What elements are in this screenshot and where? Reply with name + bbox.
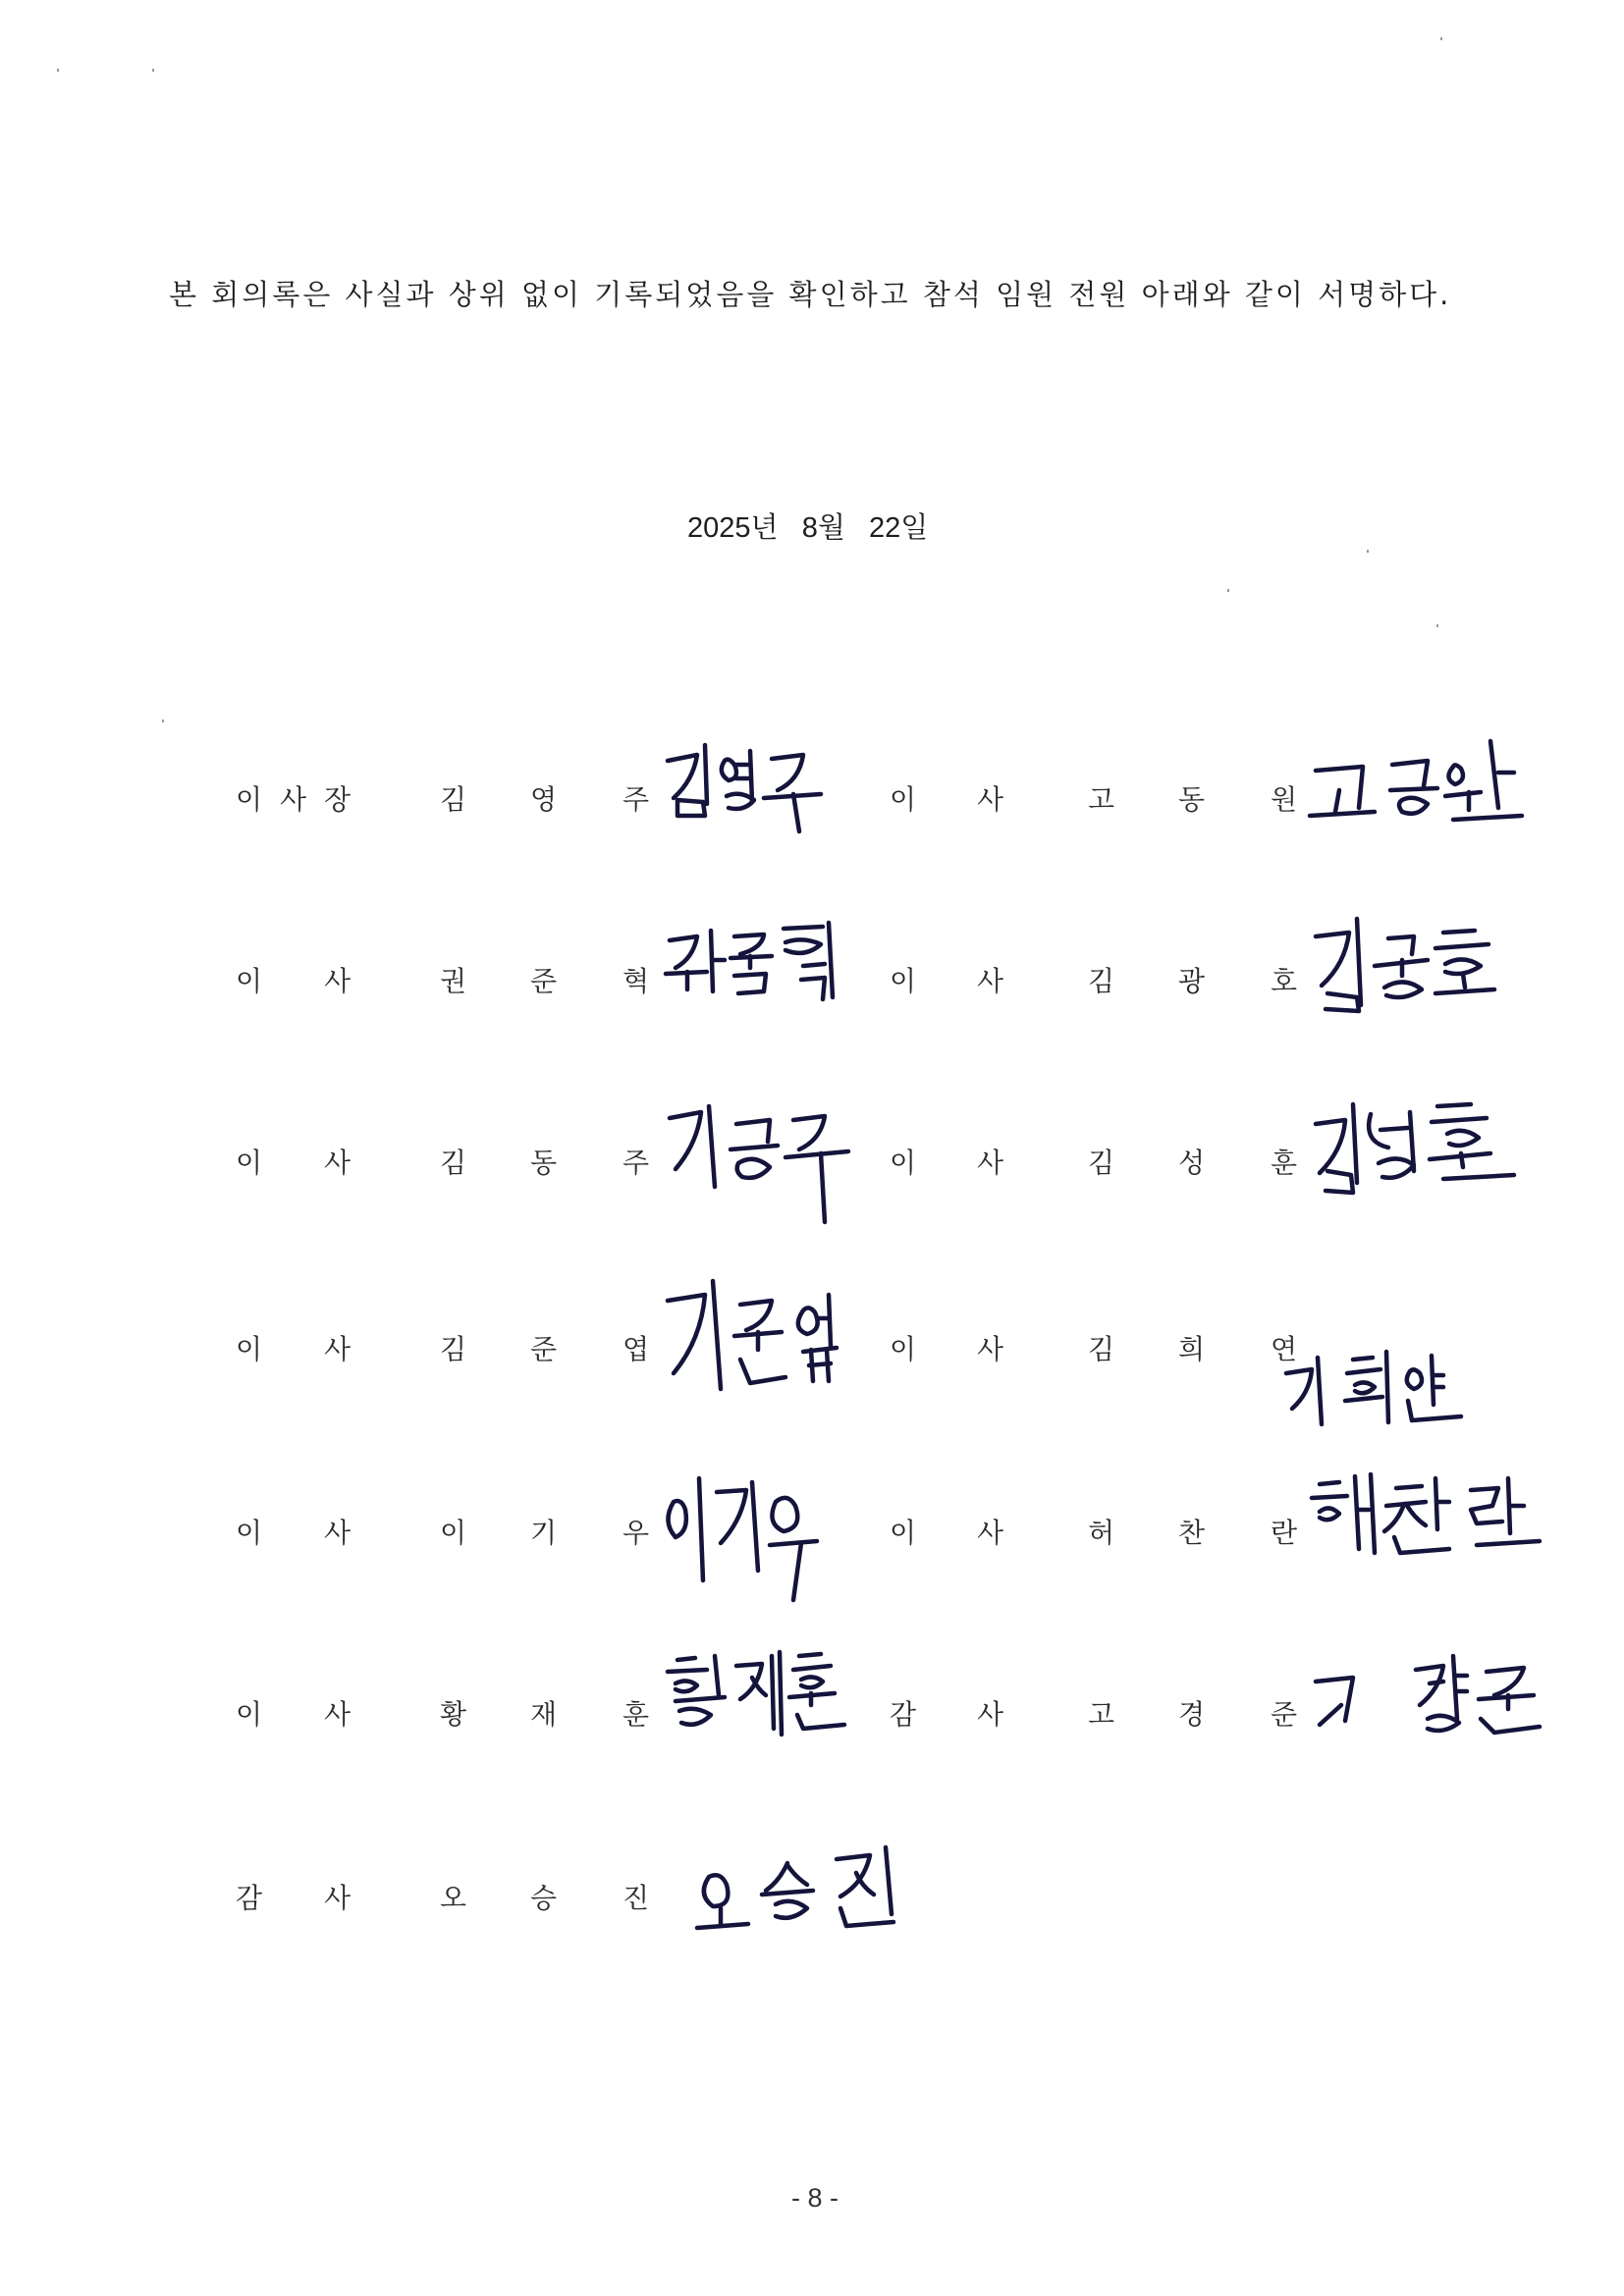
- signature-stroke: [677, 1658, 695, 1660]
- signature-stroke: [1345, 1397, 1382, 1401]
- signature-stroke: [668, 1670, 707, 1672]
- signatory-name-char: 훈: [623, 1698, 650, 1731]
- signature-stroke: [1487, 1668, 1524, 1695]
- signature-stroke: [1407, 1369, 1422, 1389]
- signature-stroke: [1380, 1128, 1408, 1130]
- signature-stroke: [1357, 919, 1361, 1005]
- signature-stroke: [886, 1847, 892, 1914]
- signatory-role-char: 사: [977, 1333, 1004, 1365]
- handwritten-signature: [1276, 1328, 1512, 1475]
- signatory-role-char: 이: [890, 1517, 917, 1549]
- signatory-name-char: 엽: [623, 1333, 650, 1365]
- signatory-name-char: 원: [1271, 783, 1298, 816]
- signatory-role-char: 이: [236, 783, 263, 816]
- signatory-name-char: 훈: [1271, 1147, 1298, 1179]
- signatory-entry: [0, 1328, 1624, 1446]
- signature-stroke: [1447, 1131, 1479, 1146]
- signature-stroke: [697, 1924, 748, 1928]
- scan-speck: [162, 720, 164, 722]
- signatory-name-char: 경: [1178, 1698, 1206, 1731]
- signature-stroke: [1399, 798, 1428, 814]
- signature-stroke: [1443, 1175, 1514, 1179]
- signatory-name-char: 허: [1088, 1517, 1115, 1549]
- signatory-role-char: 이: [890, 1147, 917, 1179]
- signatory-name-char: 우: [623, 1517, 650, 1549]
- handwritten-signature: [1306, 903, 1542, 1050]
- signatory-name-char: 준: [1271, 1698, 1298, 1731]
- signatory-role-char: 사: [280, 783, 307, 816]
- signature-stroke: [722, 760, 736, 780]
- signature-stroke: [1347, 1369, 1380, 1373]
- signature-stroke: [784, 927, 823, 929]
- signatory-entry: [0, 960, 1624, 1078]
- signature-stroke: [1445, 792, 1481, 796]
- signatory-name-char: 동: [530, 1147, 558, 1179]
- signature-stroke: [1396, 1486, 1422, 1488]
- signatory-role-char: 이: [236, 1517, 263, 1549]
- signature-stroke: [1320, 1482, 1339, 1484]
- handwritten-signature: [1306, 1085, 1542, 1232]
- signature-stroke: [785, 939, 821, 952]
- signature-stroke: [734, 934, 764, 954]
- signature-stroke: [1435, 989, 1494, 993]
- signatory-role-char: 이: [890, 965, 917, 997]
- signatory-name-char: 준: [530, 1333, 558, 1365]
- signature-stroke: [1320, 1508, 1339, 1520]
- signatory-role-char: 사: [324, 965, 352, 997]
- signatory-name-char: 황: [440, 1698, 467, 1731]
- signatory-role-char: 이: [236, 1333, 263, 1365]
- signature-stroke: [676, 1681, 697, 1691]
- signatory-name-char: 김: [1088, 965, 1115, 997]
- signatory-role-char: 사: [324, 1333, 352, 1365]
- signature-stroke: [1310, 812, 1375, 816]
- signature-stroke: [762, 1891, 813, 1895]
- signature-stroke: [1461, 1153, 1463, 1167]
- signature-stroke: [1432, 1356, 1434, 1405]
- signatory-name-char: 진: [623, 1882, 650, 1914]
- signature-stroke: [766, 1863, 787, 1891]
- signatory-name-char: 찬: [1178, 1517, 1206, 1549]
- signatory-name-char: 희: [1178, 1333, 1206, 1365]
- signatory-role-char: 이: [236, 965, 263, 997]
- signatory-name-char: 오: [440, 1882, 467, 1914]
- signatory-entry: [0, 1877, 1624, 1995]
- signature-stroke: [1353, 1104, 1357, 1183]
- signatory-role-char: 사: [977, 1147, 1004, 1179]
- signature-stroke: [1490, 741, 1498, 808]
- signatory-name-char: 김: [440, 1147, 467, 1179]
- signature-stroke: [801, 1677, 823, 1687]
- signatory-role-char: 사: [324, 1147, 352, 1179]
- signature-stroke: [1453, 1656, 1457, 1719]
- signature-stroke: [787, 1865, 807, 1885]
- signature-stroke: [1320, 1705, 1341, 1725]
- signatory-name-char: 기: [530, 1517, 558, 1549]
- handwritten-signature: [693, 1834, 929, 1981]
- signature-stroke: [1326, 1171, 1353, 1193]
- signature-stroke: [1477, 1541, 1540, 1545]
- signature-stroke: [776, 1901, 807, 1918]
- signature-stroke: [1286, 1369, 1312, 1409]
- signature-stroke: [1435, 944, 1489, 948]
- signature-stroke: [715, 1656, 719, 1695]
- signature-stroke: [1437, 1104, 1471, 1106]
- signatory-name-char: 승: [530, 1882, 558, 1914]
- signature-stroke: [1443, 931, 1475, 933]
- signature-stroke: [1355, 1382, 1375, 1393]
- handwritten-signature: [1306, 1455, 1542, 1602]
- signature-stroke: [1386, 1352, 1388, 1422]
- signatory-entry: [0, 1512, 1624, 1629]
- signatory-name-char: 김: [440, 783, 467, 816]
- signatory-entry: [0, 1693, 1624, 1811]
- signatory-role-char: 사: [324, 1698, 352, 1731]
- signature-stroke: [1335, 790, 1339, 812]
- scan-speck: [1227, 589, 1229, 592]
- signature-stroke: [1355, 1476, 1359, 1549]
- signatory-name-char: 김: [440, 1333, 467, 1365]
- signatory-name-char: 준: [530, 965, 558, 997]
- scan-speck: [1367, 550, 1369, 553]
- signatory-name-char: 란: [1271, 1517, 1298, 1549]
- signature-stroke: [1392, 761, 1428, 786]
- signature-stroke: [1453, 816, 1522, 820]
- signatory-name-char: 주: [623, 1147, 650, 1179]
- signatory-role-char: 이: [236, 1698, 263, 1731]
- signatory-role-char: 감: [890, 1698, 917, 1731]
- signature-stroke: [840, 1908, 893, 1926]
- signatory-role-char: 사: [977, 965, 1004, 997]
- signature-stroke: [1394, 1537, 1449, 1553]
- signatory-role-char: 장: [324, 783, 352, 816]
- signatory-name-char: 연: [1271, 1333, 1298, 1365]
- signatory-role-char: 이: [890, 1333, 917, 1365]
- handwritten-signature: [1306, 1636, 1542, 1784]
- signatory-name-char: 고: [1088, 783, 1115, 816]
- signature-stroke: [1430, 1682, 1443, 1683]
- signature-stroke: [1316, 1120, 1345, 1173]
- signatory-name-char: 고: [1088, 1698, 1115, 1731]
- signature-stroke: [1379, 1158, 1414, 1177]
- signature-stroke: [1448, 765, 1463, 784]
- signature-stroke: [704, 1875, 729, 1906]
- signature-stroke: [1432, 1118, 1487, 1122]
- signatory-name-char: 권: [440, 965, 467, 997]
- scan-speck: [57, 69, 59, 72]
- signature-stroke: [793, 1666, 831, 1670]
- signature-stroke: [1390, 788, 1437, 790]
- signatory-role-char: 사: [324, 1882, 352, 1914]
- signatory-name-char: 재: [530, 1698, 558, 1731]
- signatory-entry: [0, 1142, 1624, 1259]
- signature-stroke: [1318, 1358, 1322, 1424]
- handwritten-signature: [1306, 721, 1542, 869]
- signatory-name-char: 김: [1088, 1147, 1115, 1179]
- signatory-name-char: 김: [1088, 1333, 1115, 1365]
- signatory-name-char: 광: [1178, 965, 1206, 997]
- signatory-role-char: 이: [236, 1147, 263, 1179]
- page-number: - 8 -: [790, 2183, 839, 2213]
- signature-stroke: [1312, 1496, 1347, 1498]
- signature-stroke: [1371, 1474, 1375, 1553]
- signature-stroke: [1388, 936, 1414, 954]
- signatory-name-char: 성: [1178, 1147, 1206, 1179]
- signature-stroke: [1481, 1719, 1540, 1733]
- signatory-role-char: 사: [977, 783, 1004, 816]
- signatory-role-char: 이: [890, 783, 917, 816]
- signatory-role-char: 사: [324, 1517, 352, 1549]
- signature-stroke: [1384, 982, 1422, 997]
- signatory-name-char: 동: [1178, 783, 1206, 816]
- scan-speck: [1436, 624, 1438, 627]
- signature-stroke: [1353, 1358, 1373, 1360]
- signatory-name-char: 이: [440, 1517, 467, 1549]
- scan-speck: [152, 69, 154, 72]
- signature-stroke: [837, 1855, 870, 1896]
- signature-stroke: [1471, 1488, 1502, 1523]
- signatory-name-char: 영: [530, 783, 558, 816]
- scan-speck: [1440, 37, 1442, 40]
- signatory-role-char: 감: [236, 1882, 263, 1914]
- signature-stroke: [1326, 993, 1359, 1011]
- signatory-role-char: 사: [977, 1698, 1004, 1731]
- signatory-role-char: 사: [977, 1517, 1004, 1549]
- signature-stroke: [1428, 1716, 1459, 1731]
- signature-stroke: [799, 1654, 821, 1656]
- signature-stroke: [1463, 974, 1465, 988]
- document-date: 2025년 8월 22일: [687, 512, 929, 544]
- signatory-name-char: 주: [623, 783, 650, 816]
- signatory-entry: [0, 778, 1624, 896]
- signatory-name-char: 호: [1271, 965, 1298, 997]
- signature-stroke: [1384, 1504, 1404, 1531]
- signature-stroke: [736, 1120, 770, 1142]
- signatory-name-char: 혁: [623, 965, 650, 997]
- signature-stroke: [740, 1301, 772, 1330]
- confirmation-statement: 본 회의록은 사실과 상위 없이 기록되었음을 확인하고 참석 임원 전원 아래와 같이 서명하다.: [169, 278, 1452, 311]
- signature-stroke: [1316, 933, 1349, 986]
- signature-stroke: [1406, 1504, 1426, 1525]
